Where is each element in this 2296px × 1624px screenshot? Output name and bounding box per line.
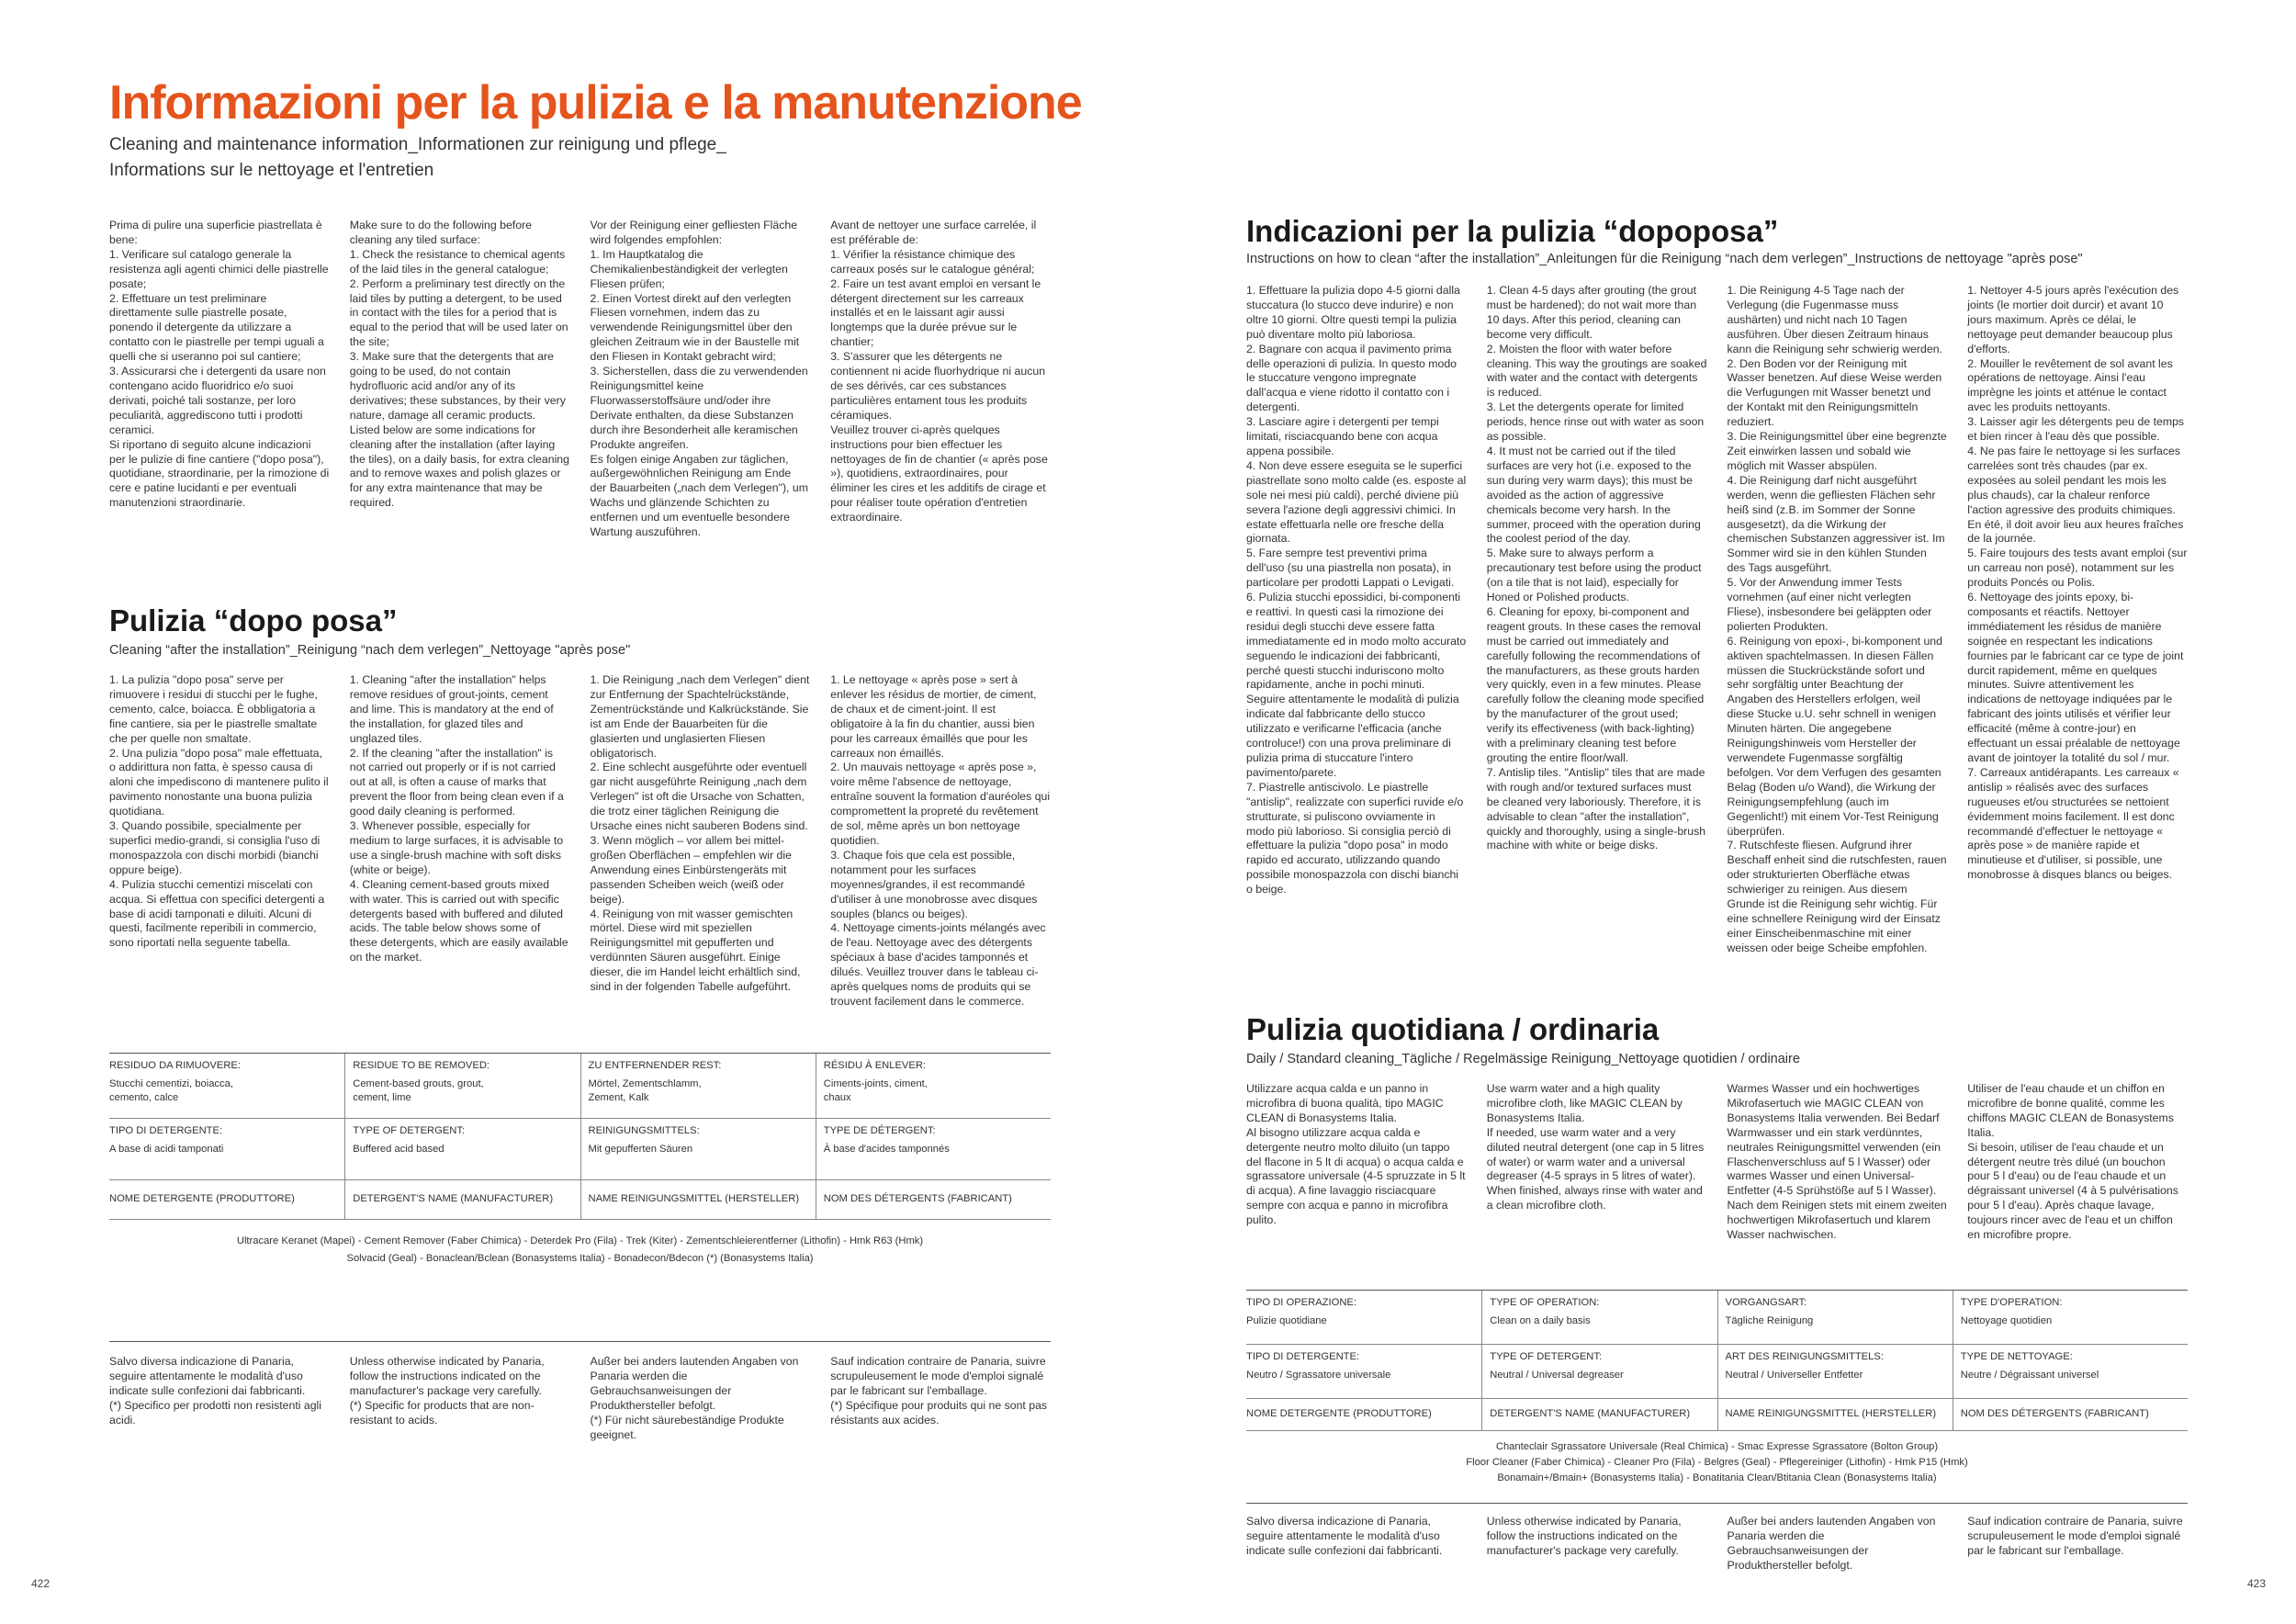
table-cell: RÉSIDU À ENLEVER: Ciments-joints, ciment, chaux [816, 1054, 1051, 1118]
page-subtitle-line2: Informations sur le nettoyage et l'entretien [109, 161, 434, 180]
notes-section-right [1246, 1503, 2188, 1573]
table-cell: DETERGENT'S NAME (MANUFACTURER) [344, 1180, 580, 1219]
table-cell: TYPE OF DETERGENT: Neutral / Universal degreaser [1481, 1345, 1716, 1398]
intro-en: Make sure to do the following before cleaning any tiled surface: 1. Check the resistance to chemical agents of the laid tiles in the general catalogue; 2. Perform a preliminary test directly on the laid tiles by putting a detergent, to be used in contact with the tiles for a period that is equal to the period that will be used later on the site; 3. Make sure that the detergents that are going to be used, do not contain hydrofluoric acid and/or any of its derivatives; these substances, by their very nature, damage all ceramic products. Listed below are some indications for cleaning after the installation (after laying the tiles), on a daily basis, for extra cleaning and to remove waxes and polish glazes or for any extra maintenance that may be required. [349, 219, 569, 510]
product-list-line: Bonamain+/Bmain+ (Bonasystems Italia) - Bonatitania Clean/Btitania Clean (Bonasystems Italia) [1497, 1472, 1937, 1483]
product-list [1246, 1431, 2188, 1486]
dopo-posa-subheading: Cleaning “after the installation”_Reinigung “nach dem verlegen”_Nettoyage "après pose" [109, 643, 631, 658]
note-en: Unless otherwise indicated by Panaria, follow the instructions indicated on the manufacturer's package very carefully. (*) Specific for products that are non-resistant to acids. [349, 1355, 545, 1427]
table-cell: NOM DES DÉTERGENTS (FABRICANT) [816, 1180, 1051, 1219]
product-list-line: Chanteclair Sgrassatore Universale (Real Chimica) - Smac Expresse Sgrassatore (Bolton Group) [1495, 1441, 1939, 1452]
product-list-line: Ultracare Keranet (Mapei) - Cement Remover (Faber Chimica) - Deterdek Pro (Fila) - Trek (Kiter) - Zementschleierentferner (Lithofin) - Hmk R63 (Hmk) [236, 1235, 924, 1246]
table-cell: TYPE D'OPERATION: Nettoyage quotidien [1953, 1291, 2188, 1344]
indicazioni-heading: Indicazioni per la pulizia “dopoposa” [1246, 214, 1779, 248]
intro-it: Prima di pulire una superficie piastrellata è bene: 1. Verificare sul catalogo generale la resistenza agli agenti chimici delle piastrelle posate; 2. Effettuare un test preliminare direttamente sulle piastrelle posate, ponendo il detergente da utilizzare a contatto con le piastrelle per tempi uguali a quelli che si useranno poi sul cantiere; 3. Assicurarsi che i detergenti da usare non contengano acido fluoridrico e/o suoi derivati, poiché tali sostanze, per loro peculiarità, aggrediscono tutti i prodotti ceramici. Si riportano di seguito alcune indicazioni per le pulizie di fine cantiere ("dopo posa"), quotidiane, straordinarie, per la rimozione di cere e patine lucidanti e per eventuali manutenzioni straordinarie. [109, 219, 330, 510]
quotidiana-subheading: Daily / Standard cleaning_Tägliche / Regelmässige Reinigung_Nettoyage quotidien / ordinaire [1246, 1052, 1800, 1066]
table-row [1246, 1291, 2188, 1345]
page-subtitle [109, 132, 1028, 184]
note-fr: Sauf indication contraire de Panaria, suivre scrupuleusement le mode d'emploi signalé par le fabricant sur l'emballage. (*) Spécifique pour produits qui ne sont pas résistants aux acides. [830, 1355, 1048, 1427]
quotidiana-it: Utilizzare acqua calda e un panno in microfibra di buona qualità, tipo MAGIC CLEAN di Bonasystems Italia. Al bisogno utilizzare acqua calda e detergente neutro molto diluito (un tappo del flacone in 5 lt di acqua) o acqua calda e sgrassatore universale (4-5 spruzzate in 5 lt di acqua). A fine lavaggio risciacquare sempre con acqua e panno in microfibra pulito. [1246, 1082, 1466, 1227]
table-cell: NOME DETERGENTE (PRODUTTORE) [1246, 1408, 1432, 1419]
dopo-posa-en: 1. Cleaning "after the installation" helps remove residues of grout-joints, cement and lime. This is mandatory at the end of the installation, for glazed tiles and unglazed tiles. 2. If the cleaning "after the installation" is not carried out properly or if is not carried out at all, is often a cause of marks that prevent the floor from being clean even if a good daily cleaning is performed. 3. Whenever possible, especially for medium to large surfaces, it is advisable to use a single-brush machine with soft disks (white or beige). 4. Cleaning cement-based grouts mixed with water. This is carried out with specific detergents based with buffered and diluted acids. The table below shows some of these detergents, which are easily available on the market. [349, 673, 568, 964]
indicazioni-fr: 1. Nettoyer 4-5 jours après l'exécution des joints (le mortier doit durcir) et avant 10 jours maximum. Après ce délai, le nettoyage peut demander beaucoup plus d'efforts. 2. Mouiller le revêtement de sol avant les opérations de nettoyage. Ainsi l'eau imprègne les joints et atténue le contact avec les produits nettoyants. 3. Laisser agir les détergents peu de temps et bien rincer à l'eau dès que possible. 4. Ne pas faire le nettoyage si les surfaces carrelées sont très chaudes (par ex. exposées au soleil pendant les mois les plus chauds), car la chaleur renforce l'action agressive des produits chimiques. En été, il doit avoir lieu aux heures fraîches de la journée. 5. Faire toujours des tests avant emploi (sur un carreau non posé), notamment sur les produits Poncés ou Polis. 6. Nettoyage des joints epoxy, bi-composants et réactifs. Nettoyer immédiatement les résidus de manière soignée en respectant les indications fournies par le fabricant car ce type de joint durcit rapidement, même en quelques minutes. Suivre attentivement les indications de nettoyage indiquées par le fabricant des joints utilisés et vérifier leur efficacité (même à contre-jour) en effectuant un essai préalable de nettoyage avant de jointoyer la totalité du sol / mur. 7. Carreaux antidérapants. Les carreaux « antislip » réalisés avec des surfaces rugueuses et/ou structurées se nettoient évidemment moins facilement. Il est donc recommandé d'effectuer le nettoyage « après pose » de manière rapide et minutieuse et d'utiliser, si possible, une monobrosse à disques blancs ou beiges. [1967, 284, 2188, 882]
table-cell: REINIGUNGSMITTELS: Mit gepufferten Säuren [580, 1119, 816, 1179]
dopo-posa-heading: Pulizia “dopo posa” [109, 603, 398, 637]
table-cell: VORGANGSART: Tägliche Reinigung [1717, 1291, 1953, 1344]
note-it: Salvo diversa indicazione di Panaria, seguire attentamente le modalità d'uso indicate sulle confezioni dai fabbricanti. [1246, 1515, 1444, 1557]
table-row [109, 1119, 1051, 1180]
detergent-table-right [1246, 1290, 2188, 1486]
table-cell: ZU ENTFERNENDER REST: Mörtel, Zementschlamm, Zement, Kalk [580, 1054, 816, 1118]
note-de: Außer bei anders lautenden Angaben von Panaria werden die Gebrauchsanweisungen der Produkthersteller befolgt. [1727, 1515, 1939, 1572]
dopo-posa-it: 1. La pulizia "dopo posa" serve per rimuovere i residui di stucchi per le fughe, cemento, calce, boiacca. È obbligatoria a fine cantiere, sia per le piastrelle smaltate che per quelle non smaltate. 2. Una pulizia "dopo posa" male effettuata, o addirittura non fatta, è spesso causa di aloni che impediscono di mantenere pulito il pavimento nonostante una buona pulizia quotidiana. 3. Quando possibile, specialmente per superfici medio-grandi, si consiglia l'uso di monospazzola con dischi morbidi (bianchi oppure beige). 4. Pulizia stucchi cementizi miscelati con acqua. Si effettua con specifici detergenti a base di acidi tamponati e diluiti. Alcuni di questi, facilmente reperibili in commercio, sono riportati nella seguente tabella. [109, 673, 329, 950]
detergent-table-left [109, 1053, 1051, 1268]
note-fr: Sauf indication contraire de Panaria, suivre scrupuleusement le mode d'emploi signalé par le fabricant sur l'emballage. [1967, 1515, 2187, 1557]
intro-de: Vor der Reinigung einer gefliesten Fläche wird folgendes empfohlen: 1. Im Hauptkatalog die Chemikalienbeständigkeit der verlegten Fliesen prüfen; 2. Einen Vortest direkt auf den verlegten Fliesen vornehmen, indem das zu verwendende Reinigungsmittel über den gleichen Zeitraum wie in der Baustelle mit den Fliesen in Kontakt gebracht wird; 3. Sicherstellen, dass die zu verwendenden Reinigungsmittel keine Fluorwasserstoffsäure und/oder ihre Derivate enthalten, da diese Substanzen durch ihre Besonderheit alle keramischen Produkte angreifen. Es folgen einige Angaben zur täglichen, außergewöhnlichen Reinigung am Ende der Bauarbeiten („nach dem Verlegen"), um Wachs und glänzende Schichten zu entfernen und um eventuelle besondere Wartung auszuführen. [590, 219, 808, 539]
product-list-line: Solvacid (Geal) - Bonaclean/Bclean (Bonasystems Italia) - Bonadecon/Bdecon (*) (Bonasystems Italia) [346, 1253, 814, 1264]
table-cell: NOM DES DÉTERGENTS (FABRICANT) [1953, 1399, 2188, 1430]
table-cell: TIPO DI DETERGENTE: Neutro / Sgrassatore universale [1246, 1351, 1391, 1381]
page-number-right: 423 [2247, 1577, 2267, 1590]
notes-section-left [109, 1341, 1051, 1442]
table-cell: RESIDUO DA RIMUOVERE: Stucchi cementizi, boiacca, cemento, calce [109, 1060, 241, 1103]
page-subtitle-line1: Cleaning and maintenance information_Informationen zur reinigung und pflege_ [109, 135, 726, 154]
product-list-line: Floor Cleaner (Faber Chimica) - Cleaner Pro (Fila) - Belgres (Geal) - Pflegereiniger (Lithofin) - Hmk P15 (Hmk) [1466, 1457, 1968, 1468]
table-row [1246, 1345, 2188, 1399]
page-title: Informazioni per la pulizia e la manutenzione [109, 76, 1082, 130]
indicazioni-en: 1. Clean 4-5 days after grouting (the grout must be hardened); do not wait more than 10 days. After this period, cleaning can become very difficult. 2. Moisten the floor with water before cleaning. This way the groutings are soaked with water and the contact with detergents is reduced. 3. Let the detergents operate for limited periods, hence rinse out with water as soon as possible. 4. It must not be carried out if the tiled surfaces are very hot (i.e. exposed to the sun during very warm days); this must be avoided as the action of aggressive chemicals become very harsh. In the summer, proceed with the operation during the coolest period of the day. 5. Make sure to always perform a precautionary test before using the product (on a tile that is not laid), especially for Honed or Polished products. 6. Cleaning for epoxy, bi-component and reagent grouts. In these cases the removal must be carried out immediately and carefully following the recommendations of the manufacturers, as these grouts harden very quickly, even in a few minutes. Please carefully follow the cleaning mode specified by the manufacturer of the grout used; verify its effectiveness (with back-lighting) with a preliminary cleaning test before grouting the entire floor/wall. 7. Antislip tiles. "Antislip" tiles that are made with rough and/or textured surfaces must be cleaned very laboriously. Therefore, it is advisable to clean "after the installation", quickly and thoroughly, using a single-brush machine with white or beige disks. [1486, 284, 1707, 852]
note-en: Unless otherwise indicated by Panaria, follow the instructions indicated on the manufacturer's package very carefully. [1486, 1515, 1685, 1557]
table-cell: NAME REINIGUNGSMITTEL (HERSTELLER) [580, 1180, 816, 1219]
dopo-posa-section [109, 673, 1051, 1009]
intro-section [109, 219, 1051, 540]
table-cell: TIPO DI DETERGENTE: A base di acidi tamponati [109, 1125, 224, 1155]
table-row [109, 1054, 1051, 1119]
table-cell: RESIDUE TO BE REMOVED: Cement-based grouts, grout, cement, lime [344, 1054, 580, 1118]
quotidiana-de: Warmes Wasser und ein hochwertiges Mikrofasertuch wie MAGIC CLEAN von Bonasystems Italia verwenden. Bei Bedarf Warmwasser und ein stark verdünntes, neutrales Reinigungsmittel verwenden (ein Flaschenverschluss auf 5 l Wasser) oder warmes Wasser und einen Universal-Entfetter (4-5 Sprühstöße auf 5 l Wasser). Nach dem Reinigen stets mit einem zweiten hochwertigen Mikrofasertuch und klarem Wasser nachwischen. [1727, 1082, 1951, 1242]
table-cell: TYPE OF DETERGENT: Buffered acid based [344, 1119, 580, 1179]
indicazioni-subheading: Instructions on how to clean “after the installation”_Anleitungen für die Reinigung “nach dem verlegen”_Instructions de nettoyage "après pose" [1246, 252, 2083, 266]
quotidiana-section [1246, 1082, 2188, 1243]
table-cell: TIPO DI OPERAZIONE: Pulizie quotidiane [1246, 1297, 1356, 1326]
note-de: Außer bei anders lautenden Angaben von Panaria werden die Gebrauchsanweisungen der Produkthersteller befolgt. (*) Für nicht säurebeständige Produkte geeignet. [590, 1355, 799, 1441]
indicazioni-de: 1. Die Reinigung 4-5 Tage nach der Verlegung (die Fugenmasse muss aushärten) und nicht nach 10 Tagen ausführen. Über diesen Zeitraum hinaus kann die Reinigung sehr schwierig werden. 2. Den Boden vor der Reinigung mit Wasser benetzen. Auf diese Weise werden die Verfugungen mit Wasser benetzt und der Kontakt mit den Reinigungsmitteln reduziert. 3. Die Reinigungsmittel über eine begrenzte Zeit einwirken lassen und sobald wie möglich mit Wasser abspülen. 4. Die Reinigung darf nicht ausgeführt werden, wenn die gefliesten Flächen sehr heiß sind (z.B. im Sommer der Sonne ausgesetzt), da die Wirkung der chemischen Substanzen aggressiver ist. Im Sommer wird sie in den kühlen Stunden des Tags ausgeführt. 5. Vor der Anwendung immer Tests vornehmen (auf einer nicht verlegten Fliese), insbesondere bei geläppten oder polierten Produkten. 6. Reinigung von epoxi-, bi-komponent und aktiven spachtelmassen. In diesen Fällen müssen die Stuckrückstände sofort und sehr sorgfältig unter Beachtung der Angaben des Herstellers erfolgen, weil diese Stucke u.U. sehr schnell in wenigen Minuten härten. Die angegebene Reinigungshinweis vom Hersteller der verwendete Fugenmasse sorgfältig befolgen. Vor dem Verfugen des gesamten Belag (Boden u/o Wand), die Wirkung der Reinigungsempfehlung (auch im Gegenlicht!) mit einem Vor-Test Reinigung überprüfen. 7. Rutschfeste fliesen. Aufgrund ihrer Beschaff enheit sind die rutschfesten, rauen oder strukturierten Oberfläche etwas schwieriger zu reinigen. Aus diesem Grunde ist die Reinigung sehr wichtig. Für eine schnellere Reinigung wird der Einsatz einer Einscheibenmaschine mit einer weissen oder beige Scheibe empfohlen. [1727, 284, 1947, 954]
table-cell: NAME REINIGUNGSMITTEL (HERSTELLER) [1717, 1399, 1953, 1430]
table-cell: TYPE DE DÉTERGENT: À base d'acides tamponnés [816, 1119, 1051, 1179]
intro-fr: Avant de nettoyer une surface carrelée, il est préférable de: 1. Vérifier la résistance chimique des carreaux posés sur le catalogue général; 2. Faire un test avant emploi en versant le détergent directement sur les carreaux installés et en le laissant agir aussi longtemps que la durée prévue sur le chantier; 3. S'assurer que les détergents ne contiennent ni acide fluorhydrique ni aucun de ses dérivés, car ces substances particulières entament tous les produits céramiques. Veuillez trouver ci-après quelques instructions pour bien effectuer les nettoyages de fin de chantier (« après pose »), quotidiens, extraordinaires, pour éliminer les cires et les additifs de cirage et pour réaliser toute opération d'entretien extraordinaire. [830, 219, 1048, 524]
indicazioni-section [1246, 284, 2188, 956]
table-cell: ART DES REINIGUNGSMITTELS: Neutral / Universeller Entfetter [1717, 1345, 1953, 1398]
table-cell: DETERGENT'S NAME (MANUFACTURER) [1481, 1399, 1716, 1430]
table-cell: NOME DETERGENTE (PRODUTTORE) [109, 1193, 295, 1204]
product-list [109, 1220, 1051, 1268]
indicazioni-it: 1. Effettuare la pulizia dopo 4-5 giorni dalla stuccatura (lo stucco deve indurire) e non oltre 10 giorni. Oltre questi tempi la pulizia può diventare molto più laboriosa. 2. Bagnare con acqua il pavimento prima delle operazioni di pulizia. In questo modo le stuccature vengono impregnate dall'acqua e viene ridotto il contatto con i detergenti. 3. Lasciare agire i detergenti per tempi limitati, risciacquando bene con acqua appena possibile. 4. Non deve essere eseguita se le superfici piastrellate sono molto calde (es. esposte al sole nei mesi più caldi), perché diviene più severa l'azione degli aggressivi chimici. In estate effettuarla nelle ore fresche della giornata. 5. Fare sempre test preventivi prima dell'uso (su una piastrella non posata), in particolare per prodotti Lappati o Levigati. 6. Pulizia stucchi epossidici, bi-componenti e reattivi. In questi casi la rimozione dei residui degli stucchi deve essere fatta immediatamente ed in modo molto accurato seguendo le indicazioni dei fabbricanti, perché questi stucchi induriscono molto rapidamente, anche in pochi minuti. Seguire attentamente le modalità di pulizia indicate dal fabbricante dello stucco utilizzato e verificarne l'efficacia (anche controluce!) con una prova preliminare di pulizia prima di stuccature l'intero pavimento/parete. 7. Piastrelle antiscivolo. Le piastrelle "antislip", realizzate con superfici ruvide e/o strutturate, si puliscono ovviamente in modo più laborioso. Si consiglia perciò di effettuare la pulizia "dopo posa" in modo rapido ed accurato, utilizzando quando possibile monospazzola con dischi bianchi o beige. [1246, 284, 1467, 897]
table-row [1246, 1399, 2188, 1431]
dopo-posa-de: 1. Die Reinigung „nach dem Verlegen" dient zur Entfernung der Spachtelrückstände, Zementrückstände und Kalkrückstände. Sie ist am Ende der Bauarbeiten für die glasierten und unglasierten Fliesen obligatorisch. 2. Eine schlecht ausgeführte oder eventuell gar nicht ausgeführte Reinigung „nach dem Verlegen" ist oft die Ursache von Schatten, die trotz einer täglichen Reinigung die Ursache eines nicht sauberen Bodens sind. 3. Wenn möglich – vor allem bei mittel-großen Oberflächen – empfehlen wir die Anwendung eines Einbürstengeräts mit passenden Scheiben weich (weiß oder beige). 4. Reinigung von mit wasser gemischten mörtel. Diese wird mit speziellen Reinigungsmittel mit gepufferten und verdünnten Säuren ausgeführt. Einige dieser, die im Handel leicht erhältlich sind, sind in der folgenden Tabelle aufgeführt. [590, 673, 810, 994]
dopo-posa-fr: 1. Le nettoyage « après pose » sert à enlever les résidus de mortier, de ciment, de chaux et de ciment-joint. Il est obligatoire à la fin du chantier, aussi bien pour les carreaux émaillés que pour les carreaux non émaillés. 2. Un mauvais nettoyage « après pose », voire même l'absence de nettoyage, entraîne souvent la formation d'auréoles qui compromettent la propreté du revêtement de sol, même après un bon nettoyage quotidien. 3. Chaque fois que cela est possible, notamment pour les surfaces moyennes/grandes, il est recommandé d'utiliser à une monobrosse avec disques souples (blancs ou beiges). 4. Nettoyage ciments-joints mélangés avec de l'eau. Nettoyage avec des détergents spéciaux à base d'acides tamponnés et dilués. Veuillez trouver dans le tableau ci-après quelques noms de produits qui se trouvent facilement dans le commerce. [830, 673, 1051, 1008]
quotidiana-heading: Pulizia quotidiana / ordinaria [1246, 1012, 1660, 1046]
note-it: Salvo diversa indicazione di Panaria, seguire attentamente le modalità d'uso indicate sulle confezioni dai fabbricanti. (*) Specifico per prodotti non resistenti agli acidi. [109, 1355, 322, 1427]
table-cell: TYPE OF OPERATION: Clean on a daily basis [1481, 1291, 1716, 1344]
table-row [109, 1180, 1051, 1220]
page-number-left: 422 [31, 1577, 51, 1590]
table-cell: TYPE DE NETTOYAGE: Neutre / Dégraissant universel [1953, 1345, 2188, 1398]
quotidiana-en: Use warm water and a high quality microfibre cloth, like MAGIC CLEAN by Bonasystems Italia. If needed, use warm water and a very diluted neutral detergent (one cap in 5 litres of water) or warm water and a universal degreaser (4-5 sprays in 5 litres of water). When finished, always rinse with water and a clean microfibre cloth. [1486, 1082, 1705, 1212]
quotidiana-fr: Utiliser de l'eau chaude et un chiffon en microfibre de bonne qualité, comme les chiffons MAGIC CLEAN de Bonasystems Italia. Si besoin, utiliser de l'eau chaude et un détergent neutre très dilué (un bouchon pour 5 l d'eau) ou de l'eau chaude et un dégraissant universel (4 à 5 pulvérisations pour 5 l d'eau). Après chaque lavage, toujours rincer avec de l'eau et un chiffon en microfibre propre. [1967, 1082, 2178, 1242]
